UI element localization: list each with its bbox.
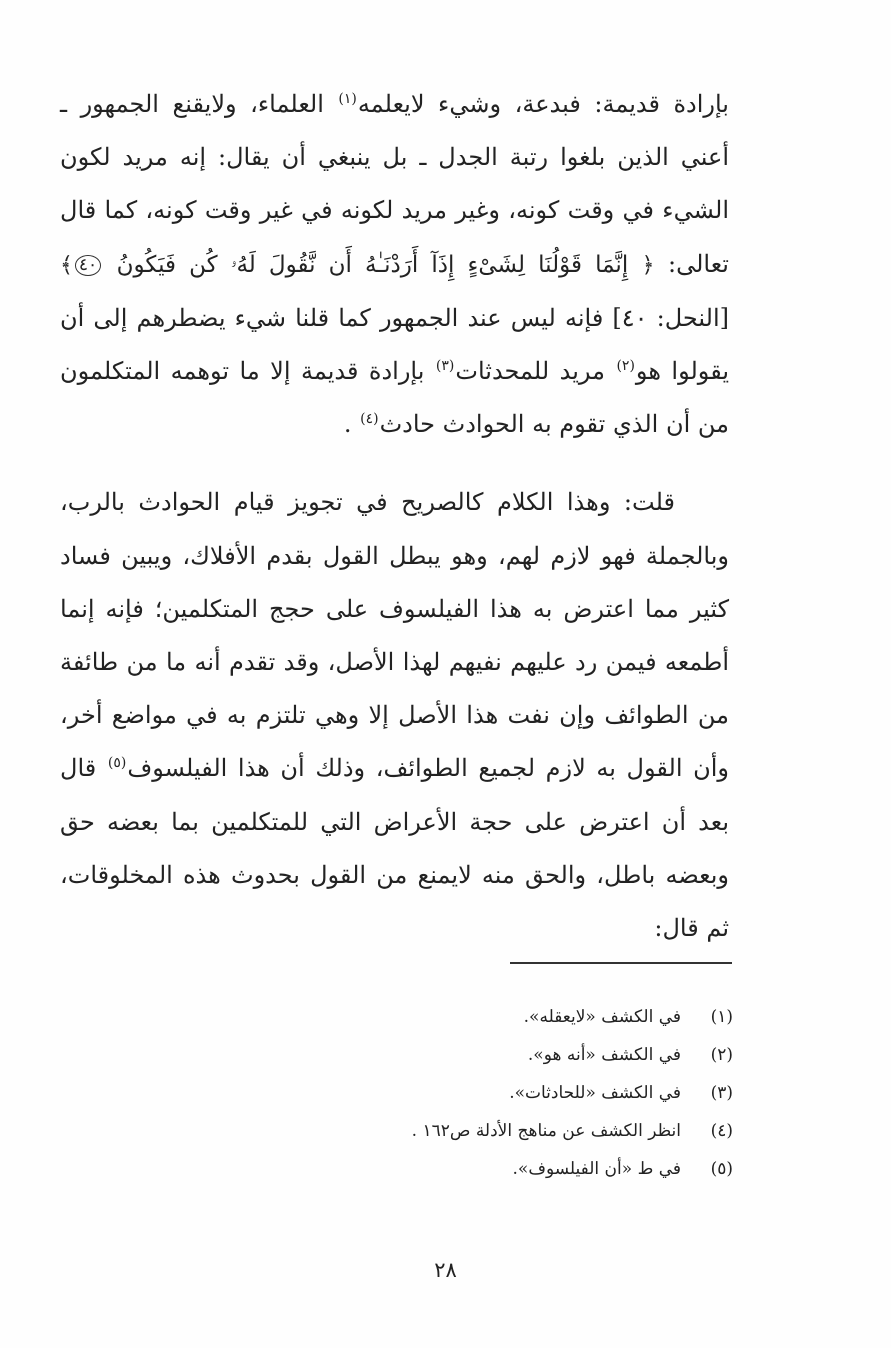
p1-text-b: العلماء، ولايقنع الجمهور ـ أعني الذين بلغوا رتبة الجدل ـ بل ينبغي أن يقال: إنه مريد لكون الشيء في وقت كونه، وغير مريد لكونه في غير وقت كونه، كما قال تعالى: <box>60 90 729 278</box>
footnote-item <box>93 1112 733 1150</box>
quran-verse: إِنَّمَا قَوْلُنَا لِشَىْءٍ إِذَآ أَرَدْنَـٰهُ أَن نَّقُولَ لَهُۥ كُن فَيَكُونُ <box>116 251 629 278</box>
footnote-ref-1: (١) <box>338 91 357 107</box>
footnote-number: (٣) <box>710 1083 733 1103</box>
footnote-item <box>93 1150 733 1188</box>
footnote-text: في الكشف «لايعقله». <box>523 1007 681 1027</box>
footnote-item <box>93 998 733 1036</box>
footnote-text: في ط «أن الفيلسوف». <box>512 1159 681 1179</box>
footnote-number: (٢) <box>710 1045 733 1065</box>
footnote-ref-4: (٤) <box>360 411 379 428</box>
page-number: ٢٨ <box>434 1258 457 1282</box>
footnote-text: في الكشف «أنه هو». <box>527 1045 681 1065</box>
ayah-number-mark: ٤٠ <box>75 255 101 276</box>
p1-text-c: [النحل: ٤٠] فإنه ليس عند الجمهور كما قلنا شيء يضطرهم إلى أن يقولوا هو <box>60 303 730 386</box>
p2-text-a: قلت: وهذا الكلام كالصريح في تجويز قيام الحوادث بالرب، وبالجملة فهو لازم لهم، وهو يبطل القول بقدم الأفلاك، ويبين فساد كثير مما اعترض به هذا الفيلسوف على حجج المتكلمين؛ فإنه إنما أطمعه فيمن رد عليهم نفيهم لهذا الأصل، وقد تقدم أنه ما من طائفة من الطوائف وإن نفت هذا الأصل إلا وهي تلتزم به في مواضع أخر، وأن القول به لازم لجميع الطوائف، وذلك أن هذا الفيلسوف <box>60 488 729 783</box>
paragraph-1 <box>60 78 729 451</box>
p1-text-a: بإرادة قديمة: فبدعة، وشيء لايعلمه <box>357 90 729 118</box>
p1-text-e: بإرادة قديمة إلا ما توهمه المتكلمون من أن الذي تقوم به الحوادث حادث <box>60 357 729 439</box>
footnotes-list <box>93 998 733 1188</box>
footnote-item <box>93 1074 733 1112</box>
p1-text-f: . <box>343 410 352 439</box>
paragraph-2 <box>60 476 729 955</box>
footnote-ref-2: (٢) <box>616 358 635 375</box>
footnote-number: (١) <box>710 1007 733 1027</box>
quran-open-ornament: ﴿ <box>641 252 655 278</box>
p1-text-d: مريد للمحدثات <box>455 357 605 386</box>
footnote-item <box>93 1036 733 1074</box>
footnote-text: في الكشف «للحادثات». <box>509 1083 681 1103</box>
p2-text-b: قال بعد أن اعترض على حجة الأعراض التي للمتكلمين بما بعضه حق وبعضه باطل، والحق منه لايمنع من القول بحدوث هذه المخلوقات، ثم قال: <box>60 754 729 943</box>
footnote-number: (٤) <box>710 1121 733 1141</box>
quran-close-ornament: ﴾ <box>60 252 73 278</box>
footnote-ref-5: (٥) <box>107 755 127 772</box>
footnote-text: انظر الكشف عن مناهج الأدلة ص١٦٢ . <box>411 1121 681 1141</box>
main-text <box>60 78 729 955</box>
footnote-ref-3: (٣) <box>435 358 455 375</box>
footnote-separator <box>510 962 732 964</box>
footnote-number: (٥) <box>710 1159 733 1179</box>
